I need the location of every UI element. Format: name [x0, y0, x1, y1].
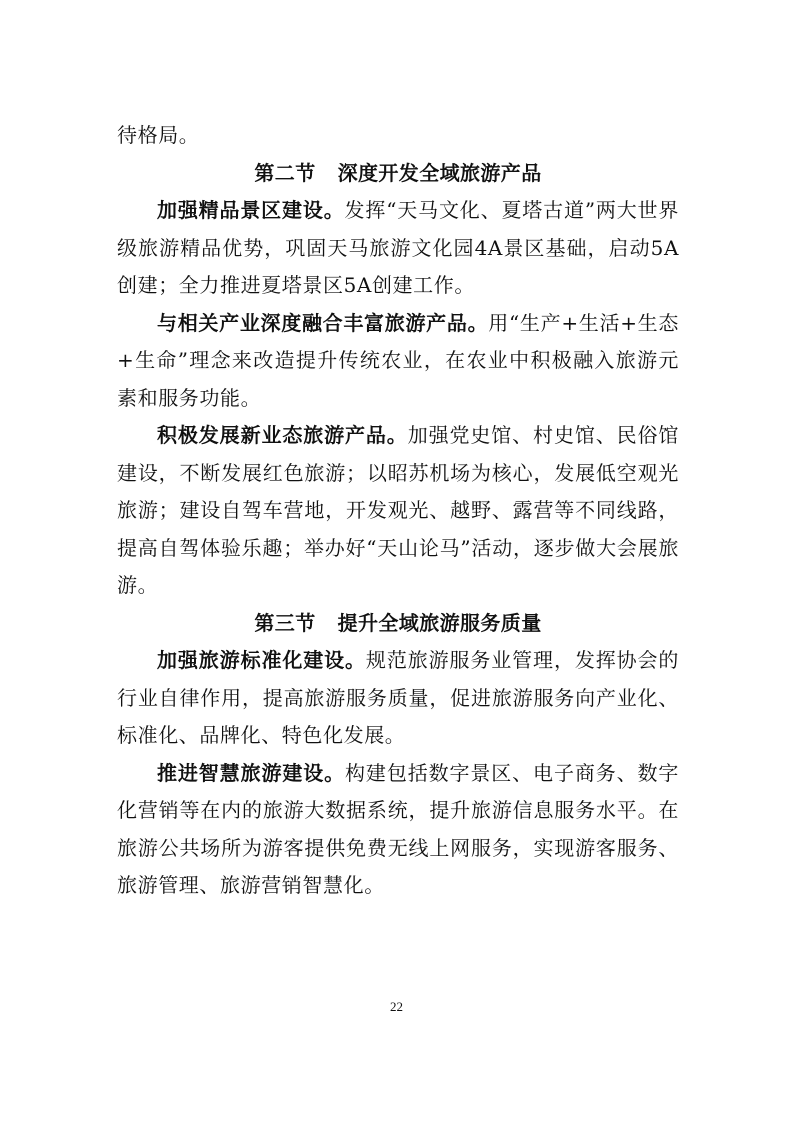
section-3-title: 提升全域旅游服务质量: [337, 610, 542, 635]
section-2-heading: [117, 155, 679, 193]
body-text: [117, 117, 679, 905]
section-3-heading: [117, 605, 679, 643]
section-2-title: 深度开发全域旅游产品: [337, 160, 542, 185]
paragraph-body: 用“生产+生活+生态+生命”理念来改造提升传统农业，在农业中积极融入旅游元素和服务功能。: [117, 310, 679, 410]
page-number: 22: [390, 999, 403, 1014]
paragraph-body: 规范旅游服务业管理，发挥协会的行业自律作用，提高旅游服务质量，促进旅游服务向产业化、标准化、品牌化、特色化发展。: [117, 648, 680, 747]
paragraph-body: 发挥“天马文化、夏塔古道”两大世界级旅游精品优势，巩固天马旅游文化园4A景区基础，启动5A创建；全力推进夏塔景区5A创建工作。: [117, 198, 679, 297]
paragraph-lead: 积极发展新业态旅游产品。: [157, 423, 408, 447]
paragraph-body: 加强党史馆、村史馆、民俗馆建设，不断发展红色旅游；以昭苏机场为核心，发展低空观光旅游；建设自驾车营地，开发观光、越野、露营等不同线路，提高自驾体验乐趣；举办好“天山论马”活动，逐步做大会展旅游。: [117, 423, 679, 597]
paragraph-standardization: [117, 642, 679, 755]
paragraph-new-formats: [117, 417, 679, 605]
paragraph-premium-scenic-areas: [117, 192, 679, 305]
section-3-number: 第三节: [254, 610, 316, 635]
section-2-number: 第二节: [254, 160, 316, 185]
intro-tail-paragraph: 待格局。: [117, 123, 200, 147]
paragraph-lead: 加强精品景区建设。: [157, 198, 345, 222]
paragraph-lead: 推进智慧旅游建设。: [157, 760, 346, 785]
paragraph-industry-integration: [117, 305, 679, 418]
paragraph-smart-tourism: [117, 755, 679, 905]
paragraph-body: 构建包括数字景区、电子商务、数字化营销等在内的旅游大数据系统，提升旅游信息服务水平。在旅游公共场所为游客提供免费无线上网服务，实现游客服务、旅游管理、旅游营销智慧化。: [117, 760, 679, 897]
paragraph-lead: 与相关产业深度融合丰富旅游产品。: [157, 310, 489, 335]
paragraph-lead: 加强旅游标准化建设。: [157, 648, 366, 672]
